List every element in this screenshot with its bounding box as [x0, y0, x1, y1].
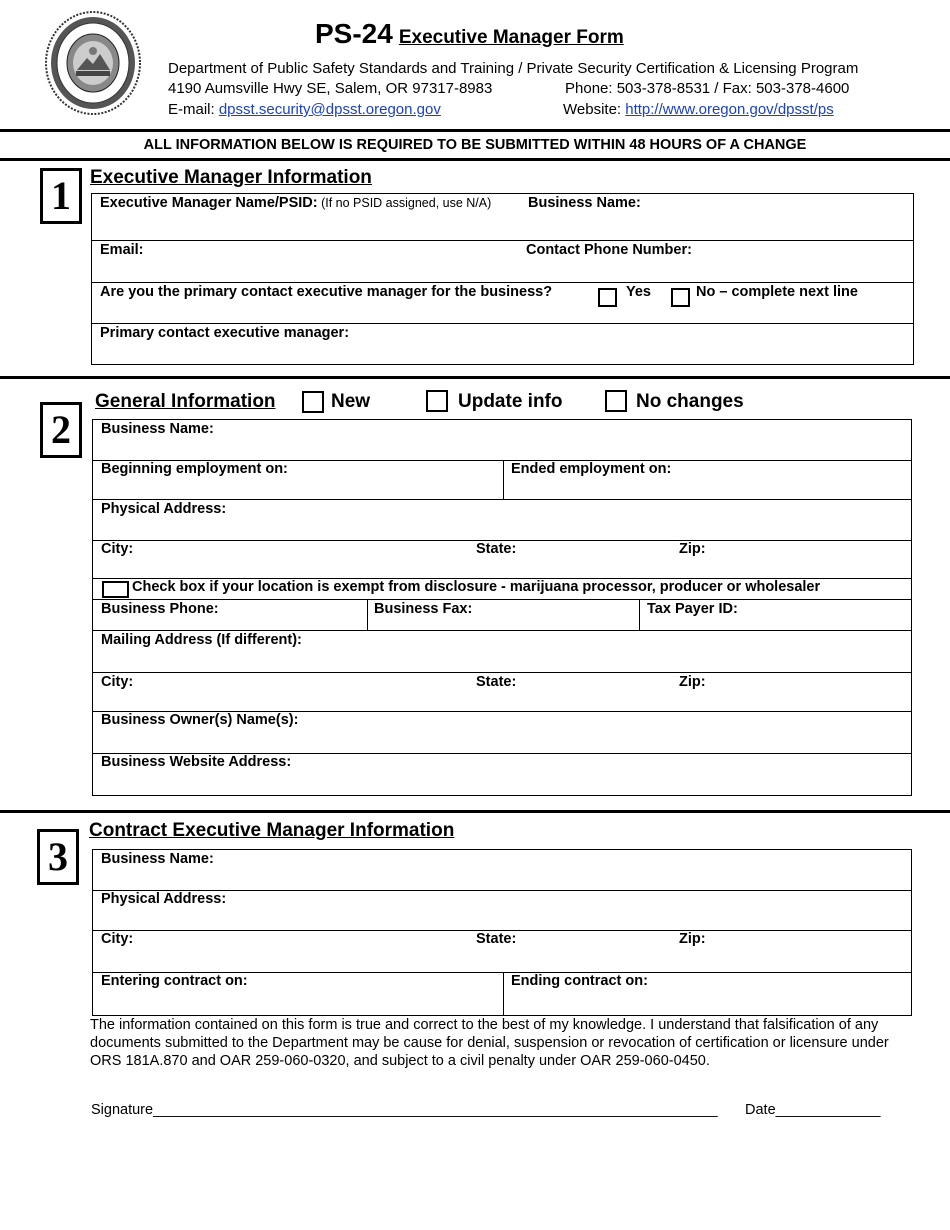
section-2-divider — [0, 810, 950, 813]
date-line[interactable]: Date_____________ — [745, 1102, 881, 1118]
primary-contact-field[interactable]: Primary contact executive manager: — [100, 325, 350, 341]
exempt-checkbox[interactable] — [102, 581, 129, 598]
s2-business-name-field[interactable]: Business Name: — [101, 421, 214, 437]
s2-mail-city-field[interactable]: City: — [101, 674, 134, 690]
business-website-field[interactable]: Business Website Address: — [101, 754, 292, 770]
oregon-state-seal-icon — [44, 10, 142, 116]
psid-note: (If no PSID assigned, use N/A) — [317, 196, 492, 210]
email-label: E-mail: — [168, 101, 219, 118]
certification-statement: The information contained on this form is true and correct to the best of my knowledge. I understand that falsification of any documents submitted to the Department may be cause for denial, suspension or revocation of certification or licensure under ORS 181A.870 and OAR 259-060-0320, and subject to a civil penalty under OAR 259-060-0450. — [90, 1017, 889, 1069]
section-1-title: Executive Manager Information — [90, 167, 372, 188]
tax-payer-id-field[interactable]: Tax Payer ID: — [647, 601, 738, 617]
s3-state-field[interactable]: State: — [476, 931, 517, 947]
new-checkbox[interactable] — [302, 391, 324, 413]
s3-zip-field[interactable]: Zip: — [679, 931, 706, 947]
no-changes-checkbox[interactable] — [605, 390, 627, 412]
update-info-label: Update info — [458, 391, 563, 412]
s2-mail-zip-field[interactable]: Zip: — [679, 674, 706, 690]
entering-contract-field[interactable]: Entering contract on: — [101, 973, 248, 989]
s1-contact-phone-field[interactable]: Contact Phone Number: — [526, 242, 692, 258]
business-owners-field[interactable]: Business Owner(s) Name(s): — [101, 712, 299, 728]
s3-business-name-field[interactable]: Business Name: — [101, 851, 214, 867]
s2-state-field[interactable]: State: — [476, 541, 517, 557]
exempt-label: Check box if your location is exempt from disclosure - marijuana processor, producer or wholesaler — [132, 579, 821, 595]
signature-line[interactable]: Signature______________________________________________________________________ — [91, 1102, 718, 1118]
primary-yes-label: Yes — [626, 284, 651, 300]
update-info-checkbox[interactable] — [426, 390, 448, 412]
s2-mail-state-field[interactable]: State: — [476, 674, 517, 690]
new-label: New — [331, 391, 371, 412]
section-1-table — [91, 193, 914, 365]
form-code: PS-24 — [315, 18, 393, 49]
website-line — [563, 101, 834, 118]
s2-physical-address-field[interactable]: Physical Address: — [101, 501, 227, 517]
notice-divider — [0, 158, 950, 161]
phone-fax-line: Phone: 503-378-8531 / Fax: 503-378-4600 — [565, 80, 850, 97]
s3-city-field[interactable]: City: — [101, 931, 134, 947]
s2-city-field[interactable]: City: — [101, 541, 134, 557]
s1-business-name-field[interactable]: Business Name: — [528, 195, 641, 211]
s2-zip-field[interactable]: Zip: — [679, 541, 706, 557]
primary-contact-question: Are you the primary contact executive manager for the business? — [100, 284, 553, 300]
section-2-table — [92, 419, 912, 796]
header-divider — [0, 129, 950, 132]
email-link[interactable]: dpsst.security@dpsst.oregon.gov — [218, 101, 441, 118]
end-employment-field[interactable]: Ended employment on: — [511, 461, 672, 477]
exec-manager-name-label: Executive Manager Name/PSID: — [100, 195, 318, 211]
section-2-title: General Information — [95, 391, 276, 412]
primary-no-label: No – complete next line — [696, 284, 858, 300]
website-link[interactable]: http://www.oregon.gov/dpsst/ps — [625, 101, 834, 118]
section-3-title: Contract Executive Manager Information — [89, 820, 455, 841]
primary-yes-checkbox[interactable] — [598, 288, 617, 307]
website-label: Website: — [563, 101, 626, 118]
form-title — [315, 18, 624, 50]
exec-manager-name-field[interactable] — [100, 195, 491, 211]
notice-banner: ALL INFORMATION BELOW IS REQUIRED TO BE SUBMITTED WITHIN 48 HOURS OF A CHANGE — [143, 137, 807, 153]
section-2-number: 2 — [40, 402, 82, 458]
section-3-table — [92, 849, 912, 1016]
begin-employment-field[interactable]: Beginning employment on: — [101, 461, 288, 477]
department-line: Department of Public Safety Standards and Training / Private Security Certification & Licensing Program — [168, 60, 859, 77]
section-1-number: 1 — [40, 168, 82, 224]
business-fax-field[interactable]: Business Fax: — [374, 601, 473, 617]
primary-no-checkbox[interactable] — [671, 288, 690, 307]
s1-email-field[interactable]: Email: — [100, 242, 144, 258]
form-name: Executive Manager Form — [398, 27, 624, 48]
address-line: 4190 Aumsville Hwy SE, Salem, OR 97317-8983 — [168, 80, 493, 97]
ending-contract-field[interactable]: Ending contract on: — [511, 973, 648, 989]
email-line — [168, 101, 441, 118]
section-3-number: 3 — [37, 829, 79, 885]
business-phone-field[interactable]: Business Phone: — [101, 601, 219, 617]
mailing-address-field[interactable]: Mailing Address (If different): — [101, 632, 302, 648]
section-1-divider — [0, 376, 950, 379]
no-changes-label: No changes — [636, 391, 744, 412]
s3-physical-address-field[interactable]: Physical Address: — [101, 891, 227, 907]
